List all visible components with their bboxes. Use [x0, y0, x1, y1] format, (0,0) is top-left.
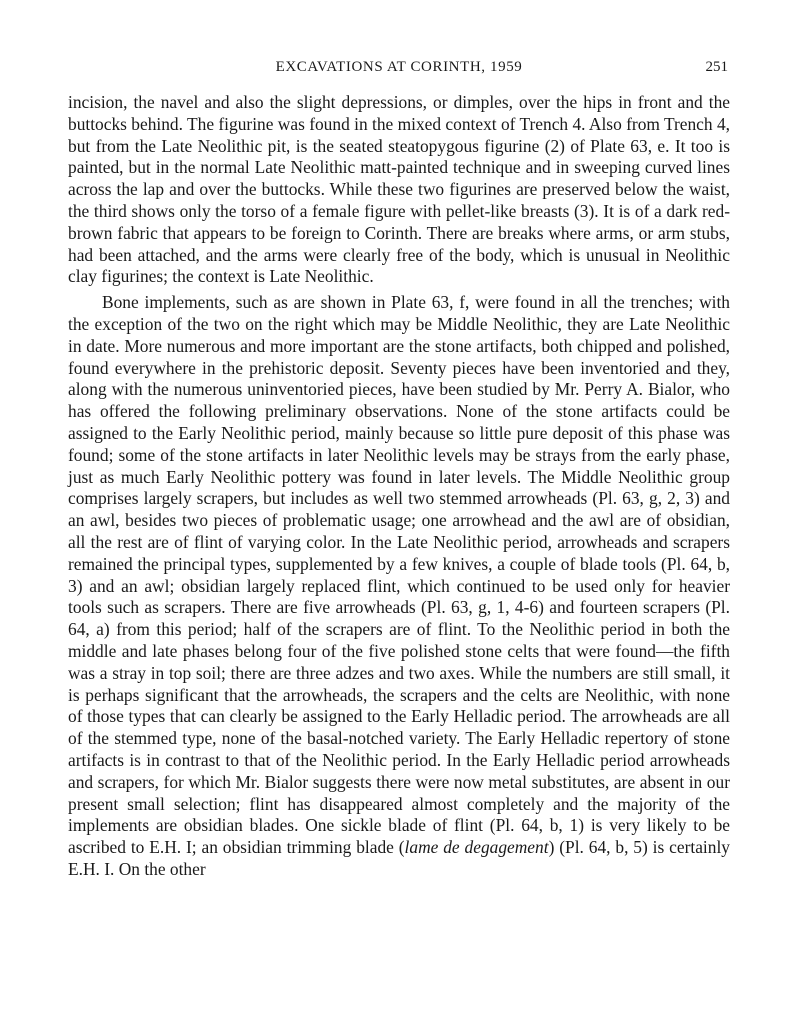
paragraph-text-start: Bone implements, such as are shown in Plate 63, f, were found in all the trenches; with the exception of the two on the right which may be Middle Neolithic, they are Late Neolithic in date. More numerous and more important are the stone artifacts, both chipped and polished, found everywhere in the prehistoric deposit. Seventy pieces have been inventoried and they, along with the numerous uninventoried pieces, have been studied by Mr. Perry A. Bialor, who has offered the following preliminary observations. None of the stone artifacts could be assigned to the Early Neolithic period, mainly because so little pure deposit of this phase was found; some of the stone artifacts in later Neolithic levels may be strays from the early phase, just as much Early Neolithic pottery was found in later levels. The Middle Neolithic group comprises largely scrapers, but includes as well two stemmed arrowheads (Pl. 63, g, 2, 3) and an awl, besides two pieces of problematic usage; one arrowhead and the awl are of obsidian, all the rest are of flint of varying color. In the Late Neolithic period, arrowheads and scrapers remained the principal types, supplemented by a few knives, a couple of blade tools (Pl. 64, b, 3) and an awl; obsidian largely replaced flint, which continued to be used only for heavier tools such as scrapers. There are five arrowheads (Pl. 63, g, 1, 4-6) and fourteen scrapers (Pl. 64, a) from this period; half of the scrapers are of flint. To the Neolithic period in both the middle and late phases belong four of the five polished stone celts that were found—the fifth was a stray in top soil; there are three adzes and two axes. While the numbers are still small, it is perhaps significant that the arrowheads, the scrapers and the celts are Neolithic, with none of those types that can clearly be assigned to the Early Helladic period. The arrowheads are all of the stemmed type, none of the basal-notched variety. The Early Helladic repertory of stone artifacts is in contrast to that of the Neolithic period. In the Early Helladic period arrowheads and scrapers, for which Mr. Bialor suggests there were now metal substitutes, are absent in our present small selection; flint has disappeared almost completely and the majority of the implements are obsidian blades. One sickle blade of flint (Pl. 64, b, 1) is very likely to be ascribed to E.H. I; an obsidian trimming blade ( [68, 292, 730, 858]
paragraph-figurines: incision, the navel and also the slight depressions, or dimples, over the hips in front and the buttocks behind. The figurine was found in the mixed context of Trench 4. Also from Trench 4, but from the Late Neolithic pit, is the seated steatopygous figurine (2) of Plate 63, e. It too is painted, but in the normal Late Neolithic matt-painted technique and in sweeping curved lines across the lap and over the buttocks. While these two figurines are preserved below the waist, the third shows only the torso of a female figure with pellet-like breasts (3). It is of a dark red-brown fabric that appears to be foreign to Corinth. There are breaks where arms, or arm stubs, had been attached, and the arms were clearly free of the body, which is unusual in Neolithic clay figurines; the context is Late Neolithic. [68, 92, 730, 287]
running-header [68, 54, 730, 84]
running-title: EXCAVATIONS AT CORINTH, 1959 [275, 59, 523, 75]
page-number: 251 [705, 59, 728, 75]
paragraph-stone-artifacts [68, 292, 730, 881]
italic-term: lame de degagement [404, 837, 549, 858]
body-text [68, 92, 730, 881]
paragraph-text-end: ) (Pl. 64, b, 5) is certainly E.H. I. On the other [68, 837, 730, 879]
document-page [68, 54, 730, 881]
